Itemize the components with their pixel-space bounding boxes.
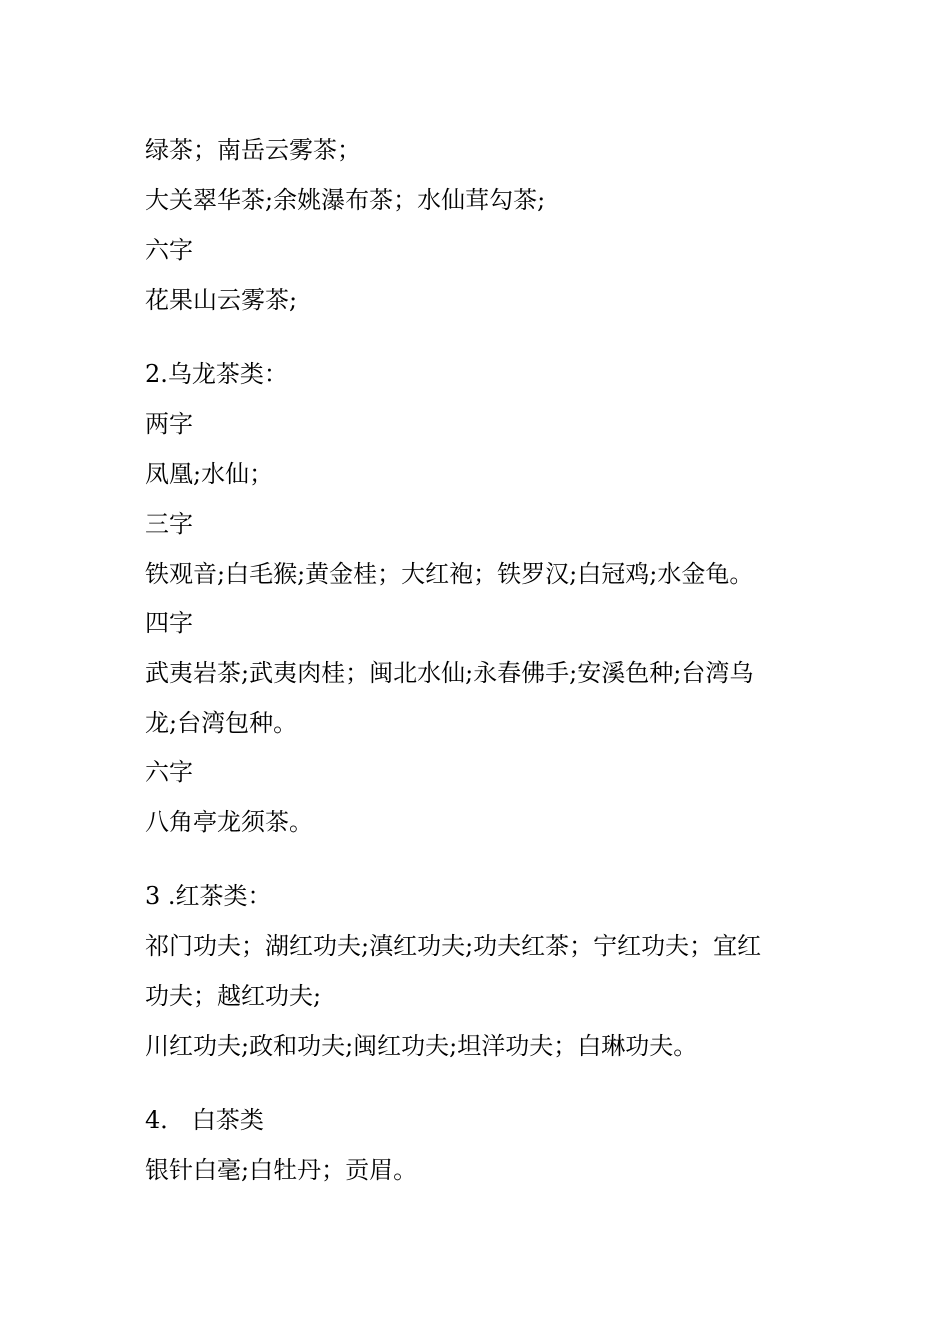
text-line: 大关翠华茶;余姚瀑布茶；水仙茸勾茶; [145,186,546,214]
text-line: 三字 [145,510,193,538]
text-line: 八角亭龙须茶。 [145,808,313,836]
text-line: 川红功夫;政和功夫;闽红功夫;坦洋功夫；白琳功夫。 [145,1032,698,1060]
text-line: 六字 [145,758,193,786]
text-line: 六字 [145,236,193,264]
text-line: 龙;台湾包种。 [145,709,298,737]
text-line: 铁观音;白毛猴;黄金桂；大红袍；铁罗汉;白冠鸡;水金龟。 [145,560,754,588]
text-line: 两字 [145,410,193,438]
section-heading: 4． 白茶类 [145,1106,264,1134]
text-line: 武夷岩茶;武夷肉桂；闽北水仙;永春佛手;安溪色种;台湾乌 [145,659,754,687]
section-heading: 3 .红茶类： [145,882,272,910]
text-line: 四字 [145,609,193,637]
text-line: 绿茶；南岳云雾茶； [145,136,361,164]
text-line: 功夫；越红功夫; [145,982,322,1010]
text-line: 祁门功夫；湖红功夫;滇红功夫;功夫红茶；宁红功夫；宜红 [145,932,762,960]
text-line: 花果山云雾茶; [145,286,298,314]
text-line: 凤凰;水仙； [145,460,274,488]
text-line: 银针白毫;白牡丹；贡眉。 [145,1156,418,1184]
section-heading: 2.乌龙茶类： [145,360,288,388]
